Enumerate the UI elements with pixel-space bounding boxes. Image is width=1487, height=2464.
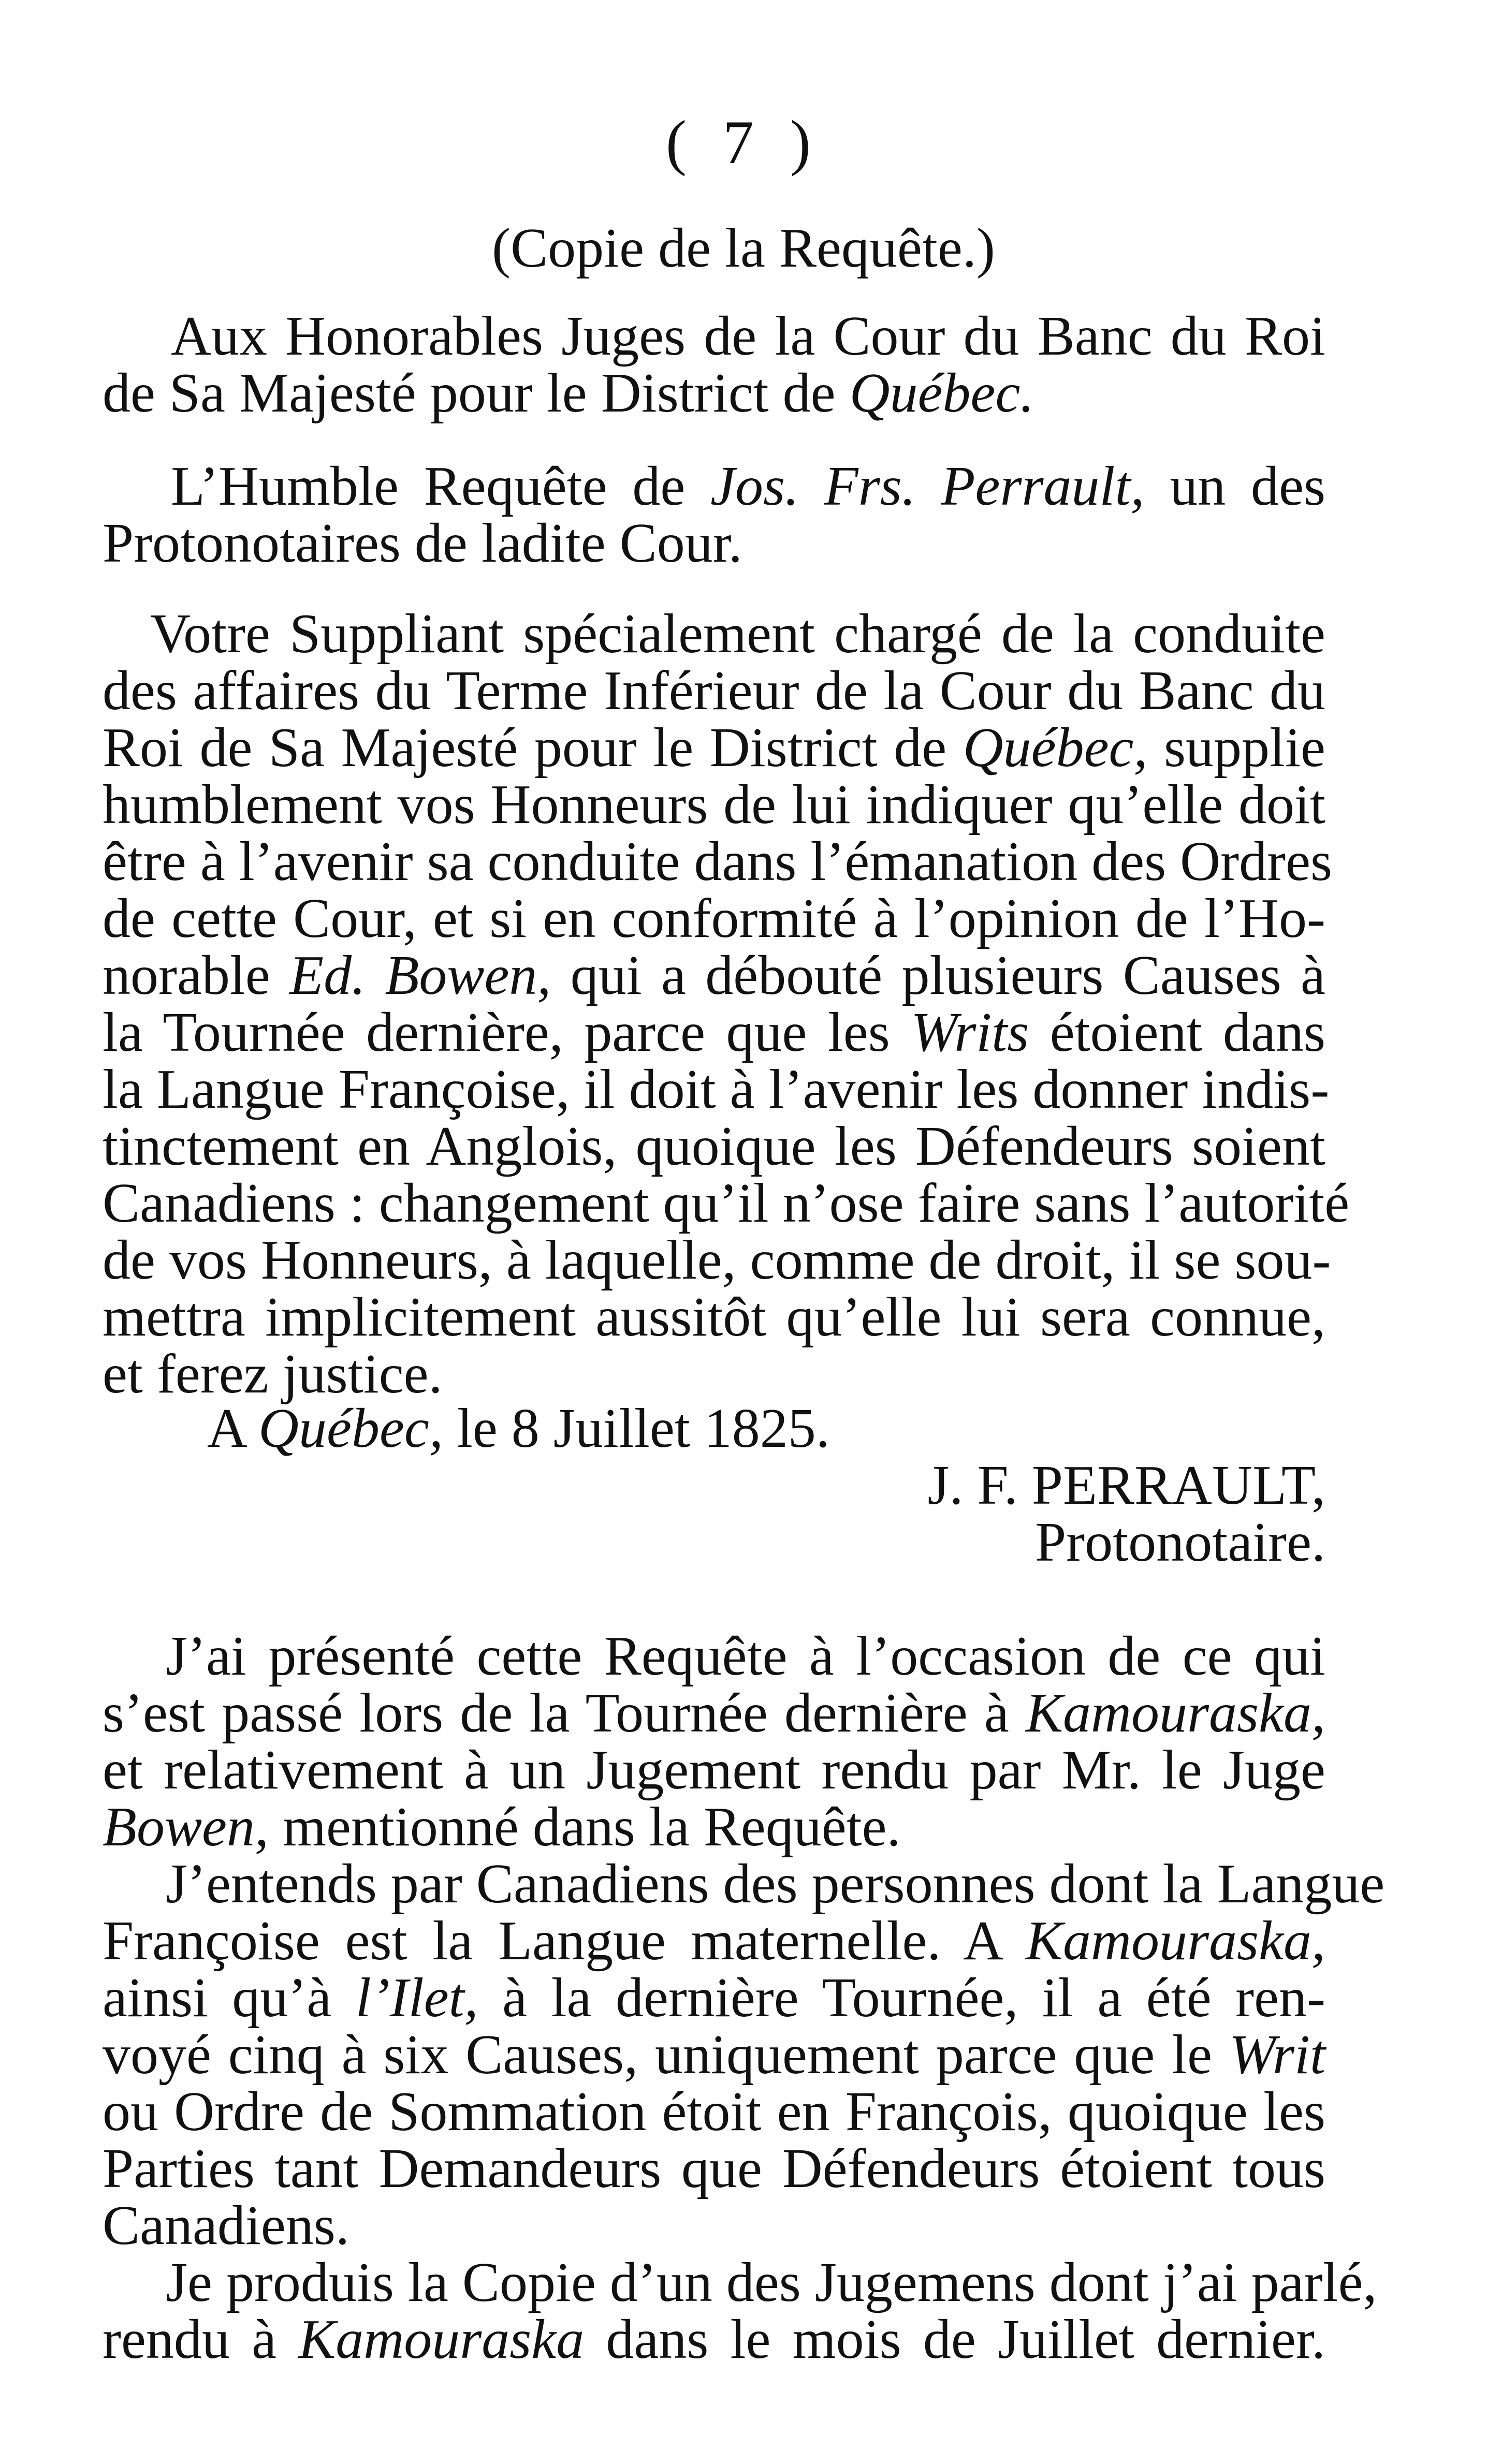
text-line: Aux Honorables Juges de la Cour du Banc du Roi xyxy=(171,305,1325,367)
signature-name: J. F. PERRAULT, xyxy=(927,1455,1325,1516)
signature-title: Protonotaire. xyxy=(1035,1512,1325,1573)
text-line: s’est passé lors de la Tournée dernière à Kamouraska, xyxy=(103,1682,1325,1744)
text-line: Canadiens : changement qu’il n’ose faire sans l’autorité xyxy=(103,1172,1350,1234)
text-line: Françoise est la Langue maternelle. A Kamouraska, xyxy=(103,1910,1325,1972)
italic-text: Bowen, xyxy=(103,1796,269,1858)
text-line: Roi de Sa Majesté pour le District de Québec, supplie xyxy=(103,717,1325,779)
text-line: de vos Honneurs, à laquelle, comme de droit, il se sou- xyxy=(103,1229,1331,1291)
text-line: Protonotaires de ladite Cour. xyxy=(103,512,742,574)
text-line: ainsi qu’à l’Ilet, à la dernière Tournée, il a été ren- xyxy=(103,1967,1325,2029)
text-line: rendu à Kamouraska dans le mois de Juillet dernier. xyxy=(103,2309,1325,2370)
text-line: Je produis la Copie d’un des Jugemens dont j’ai parlé, xyxy=(166,2252,1377,2313)
text-line: norable Ed. Bowen, qui a débouté plusieurs Causes à xyxy=(103,945,1325,1006)
text-line: mettra implicitement aussitôt qu’elle lui sera connue, xyxy=(103,1286,1325,1348)
heading: (Copie de la Requête.) xyxy=(492,217,995,279)
text-line: la Langue Françoise, il doit à l’avenir les donner indis- xyxy=(103,1059,1330,1120)
text-line: la Tournée dernière, parce que les Writs étoient dans xyxy=(103,1002,1325,1063)
text-line: J’ai présenté cette Requête à l’occasion de ce qui xyxy=(166,1625,1325,1687)
italic-text: Québec, xyxy=(258,1398,443,1459)
text-line: voyé cinq à six Causes, uniquement parce que le Writ xyxy=(103,2024,1325,2086)
italic-text: Ed. Bowen, xyxy=(289,945,551,1006)
italic-text: Writ xyxy=(1229,2024,1325,2086)
italic-text: Jos. Frs. Perrault, xyxy=(710,456,1145,517)
text-line: et relativement à un Jugement rendu par Mr. le Juge xyxy=(103,1739,1325,1801)
text-line: ou Ordre de Sommation étoit en François, quoique les xyxy=(103,2081,1325,2143)
italic-text: Kamouraska, xyxy=(1025,1682,1325,1744)
text-line: J’entends par Canadiens des personnes dont la Langue xyxy=(166,1853,1385,1915)
text-line: de Sa Majesté pour le District de Québec. xyxy=(103,362,1034,424)
italic-text: Kamouraska, xyxy=(1025,1910,1325,1972)
text-line: et ferez justice. xyxy=(103,1343,443,1405)
text-line: Votre Suppliant spécialement chargé de la conduite xyxy=(150,603,1325,665)
italic-text: Québec, xyxy=(963,717,1148,779)
italic-text: l’Ilet, xyxy=(355,1967,478,2029)
italic-text: Québec. xyxy=(849,362,1034,424)
italic-text: Writs xyxy=(911,1002,1029,1063)
text-line: tinctement en Anglois, quoique les Défendeurs soient xyxy=(103,1116,1325,1177)
text-line: L’Humble Requête de Jos. Frs. Perrault, un des xyxy=(171,456,1325,517)
text-line: Canadiens. xyxy=(103,2195,349,2256)
text-line: Bowen, mentionné dans la Requête. xyxy=(103,1796,901,1858)
text-line: de cette Cour, et si en conformité à l’opinion de l’Ho- xyxy=(103,888,1325,949)
text-line: humblement vos Honneurs de lui indiquer qu’elle doit xyxy=(103,774,1325,835)
text-line: être à l’avenir sa conduite dans l’émanation des Ordres xyxy=(103,831,1333,892)
text-line: Parties tant Demandeurs que Défendeurs étoient tous xyxy=(103,2138,1325,2199)
dateline: A Québec, le 8 Juillet 1825. xyxy=(207,1398,830,1459)
italic-text: Kamouraska xyxy=(298,2309,585,2370)
text-line: des affaires du Terme Inférieur de la Cour du Banc du xyxy=(103,660,1325,722)
page-number: ( 7 ) xyxy=(666,108,821,177)
